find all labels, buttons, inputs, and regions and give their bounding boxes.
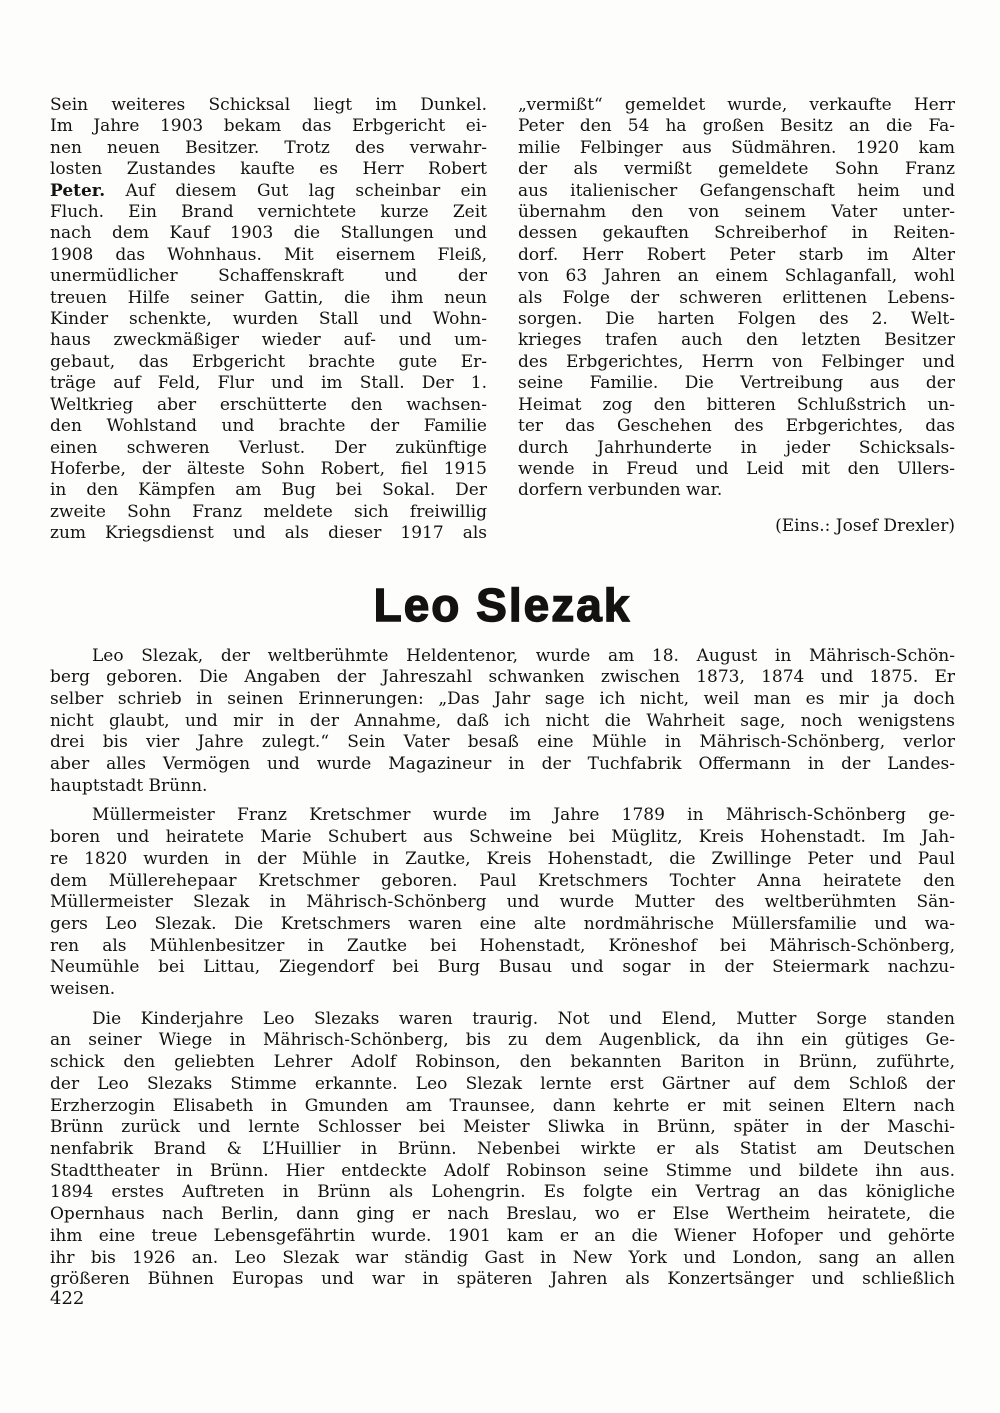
text-line: Erzherzogin Elisabeth in Gmunden am Traunsee, dann kehrte er mit seinen Eltern nach bbox=[50, 1095, 955, 1116]
text-line: ter das Geschehen des Erbgerichtes, das bbox=[518, 416, 955, 437]
text-line: den Wohlstand und brachte der Familie bbox=[50, 416, 487, 437]
text-line: milie Felbinger aus Südmähren. 1920 kam bbox=[518, 137, 955, 158]
text-line: schick den geliebten Lehrer Adolf Robinson, den bekannten Bariton in Brünn, zuführte, bbox=[50, 1052, 955, 1073]
text-line: Sein weiteres Schicksal liegt im Dunkel. bbox=[50, 95, 487, 115]
text-line: selber schrieb in seinen Erinnerungen: „Das Jahr sage ich nicht, weil man es mir ja doch bbox=[50, 688, 955, 709]
text-line: Opernhaus nach Berlin, dann ging er nach Breslau, wo er Else Wertheim heiratete, die bbox=[50, 1204, 955, 1225]
text-line: gebaut, das Erbgericht brachte gute Er- bbox=[50, 351, 487, 372]
text-line: Müllermeister Franz Kretschmer wurde im Jahre 1789 in Mährisch-Schönberg ge- bbox=[92, 805, 955, 826]
obituary-right-column bbox=[518, 95, 955, 545]
text-line: zweite Sohn Franz meldete sich freiwillig bbox=[50, 501, 487, 522]
text-line: gers Leo Slezak. Die Kretschmers waren eine alte nordmährische Müllersfamilie und wa- bbox=[50, 913, 955, 934]
text-line: als Folge der schweren erlittenen Lebens- bbox=[518, 287, 955, 308]
text-line: sorgen. Die harten Folgen des 2. Welt- bbox=[518, 309, 955, 330]
text-line: ihr bis 1926 an. Leo Slezak war ständig Gast in New York und London, sang an allen bbox=[50, 1247, 955, 1268]
paragraph-family bbox=[50, 805, 955, 1000]
text-line: hauptstadt Brünn. bbox=[50, 775, 208, 796]
text-line: dorf. Herr Robert Peter starb im Alter bbox=[518, 244, 955, 265]
text-line: krieges trafen auch den letzten Besitzer bbox=[518, 330, 955, 351]
text-line: seine Familie. Die Vertreibung aus der bbox=[518, 373, 955, 394]
text-line: von 63 Jahren an einem Schlaganfall, wohl bbox=[518, 266, 955, 287]
byline: (Eins.: Josef Drexler) bbox=[775, 515, 955, 536]
page-number: 422 bbox=[50, 1288, 85, 1309]
text-line: an seiner Wiege in Mährisch-Schönberg, bis zu dem Augenblick, da ihn ein gütiges Ge- bbox=[50, 1030, 955, 1051]
text-line: zum Kriegsdienst und als dieser 1917 als bbox=[50, 523, 487, 544]
text-line: Müllermeister Slezak in Mährisch-Schönberg und wurde Mutter des weltberühmten Sän- bbox=[50, 892, 955, 913]
text-line: aber alles Vermögen und wurde Magazineur in der Tuchfabrik Offermann in der Landes- bbox=[50, 754, 955, 775]
article-body bbox=[50, 646, 955, 1291]
text-line: Kinder schenkte, wurden Stall und Wohn- bbox=[50, 309, 487, 330]
text-line: Neumühle bei Littau, Ziegendorf bei Burg Busau und sogar in der Steiermark nachzu- bbox=[50, 957, 955, 978]
text-line: dessen gekauften Schreiberhof in Reiten- bbox=[518, 223, 955, 244]
text-line: Stadttheater in Brünn. Hier entdeckte Adolf Robinson seine Stimme und bildete ihn aus. bbox=[50, 1160, 955, 1181]
bold-text: Peter. bbox=[50, 180, 106, 201]
text-line: Hoferbe, der älteste Sohn Robert, fiel 1915 bbox=[50, 458, 487, 479]
text-line: der Leo Slezaks Stimme erkannte. Leo Slezak lernte erst Gärtner auf dem Schloß der bbox=[50, 1073, 955, 1094]
text-line: re 1820 wurden in der Mühle in Zautke, Kreis Hohenstadt, die Zwillinge Peter und Paul bbox=[50, 848, 955, 869]
text-line: Leo Slezak, der weltberühmte Heldentenor, wurde am 18. August in Mährisch-Schön- bbox=[92, 645, 955, 666]
text-line: einen schweren Verlust. Der zukünftige bbox=[50, 437, 487, 458]
text-line: Peter den 54 ha großen Besitz an die Fa- bbox=[518, 116, 955, 137]
text-line: der als vermißt gemeldete Sohn Franz bbox=[518, 159, 955, 180]
text-line: übernahm den von seinem Vater unter- bbox=[518, 202, 955, 223]
text-line: losten Zustandes kaufte es Herr Robert bbox=[50, 159, 487, 180]
text-line: dem Müllerehepaar Kretschmer geboren. Paul Kretschmers Tochter Anna heiratete den bbox=[50, 870, 955, 891]
text-line: Brünn zurück und lernte Schlosser bei Meister Sliwka in Brünn, später in der Maschi- bbox=[50, 1117, 955, 1138]
text-line: ren als Mühlenbesitzer in Zautke bei Hohenstadt, Kröneshof bei Mährisch-Schönberg, bbox=[50, 935, 955, 956]
text-line: „vermißt“ gemeldet wurde, verkaufte Herr bbox=[518, 95, 955, 115]
text-line: 1894 erstes Auftreten in Brünn als Lohengrin. Es folgte ein Vertrag an das königliche bbox=[50, 1182, 955, 1203]
text-line: 1908 das Wohnhaus. Mit eisernem Fleiß, bbox=[50, 244, 487, 265]
text-line: ihm eine treue Lebensgefährtin wurde. 1901 kam er an die Wiener Hofoper und gehörte bbox=[50, 1225, 955, 1246]
text-line: weisen. bbox=[50, 979, 116, 1000]
text-line: durch Jahrhunderte in jeder Schicksals- bbox=[518, 437, 955, 458]
text-line: nenfabrik Brand & L’Huillier in Brünn. Nebenbei wirkte er als Statist am Deutschen bbox=[50, 1139, 955, 1159]
text-line: Weltkrieg aber erschütterte den wachsen- bbox=[50, 394, 487, 415]
obituary-section bbox=[50, 95, 955, 545]
paragraph-birth bbox=[50, 646, 955, 798]
text-line: haus zweckmäßiger wieder auf- und um- bbox=[50, 330, 487, 351]
text-line: boren und heiratete Marie Schubert aus Schweine bei Müglitz, Kreis Hohenstadt. Im Jah- bbox=[50, 827, 955, 848]
text-line: nen neuen Besitzer. Trotz des verwahr- bbox=[50, 137, 487, 158]
obituary-left-column bbox=[50, 95, 487, 545]
text-line: Heimat zog den bitteren Schlußstrich un- bbox=[518, 394, 955, 415]
text-line: Fluch. Ein Brand vernichtete kurze Zeit bbox=[50, 202, 487, 223]
text-line: aus italienischer Gefangenschaft heim und bbox=[518, 180, 955, 201]
text-line: treuen Hilfe seiner Gattin, die ihm neun bbox=[50, 287, 487, 308]
text-line: dorfern verbunden war. bbox=[518, 480, 723, 501]
text-line: träge auf Feld, Flur und im Stall. Der 1. bbox=[50, 373, 487, 394]
paragraph-childhood-career bbox=[50, 1009, 955, 1291]
text-line: wende in Freud und Leid mit den Ullers- bbox=[518, 458, 955, 479]
text-line: Im Jahre 1903 bekam das Erbgericht ei- bbox=[50, 116, 487, 137]
text-line: nach dem Kauf 1903 die Stallungen und bbox=[50, 223, 487, 244]
text-line: Peter. Auf diesem Gut lag scheinbar ein bbox=[50, 180, 487, 201]
text-line: berg geboren. Die Angaben der Jahreszahl schwanken zwischen 1873, 1874 und 1875. Er bbox=[50, 667, 955, 688]
text-line: in den Kämpfen am Bug bei Sokal. Der bbox=[50, 480, 487, 501]
article-title: Leo Slezak bbox=[373, 578, 632, 631]
text-line: drei bis vier Jahre zulegt.“ Sein Vater besaß eine Mühle in Mährisch-Schönberg, verlor bbox=[50, 732, 955, 753]
obituary-right-column-text bbox=[518, 95, 955, 502]
text-line: Die Kinderjahre Leo Slezaks waren traurig. Not und Elend, Mutter Sorge standen bbox=[92, 1008, 955, 1029]
text-line: unermüdlicher Schaffenskraft und der bbox=[50, 266, 487, 287]
text-line: des Erbgerichtes, Herrn von Felbinger und bbox=[518, 351, 955, 372]
text-line: nicht glaubt, und mir in der Annahme, daß ich nicht die Wahrheit sage, noch wenigstens bbox=[50, 710, 955, 731]
text-line: größeren Bühnen Europas und war in späteren Jahren als Konzertsänger und schließlich bbox=[50, 1269, 955, 1290]
